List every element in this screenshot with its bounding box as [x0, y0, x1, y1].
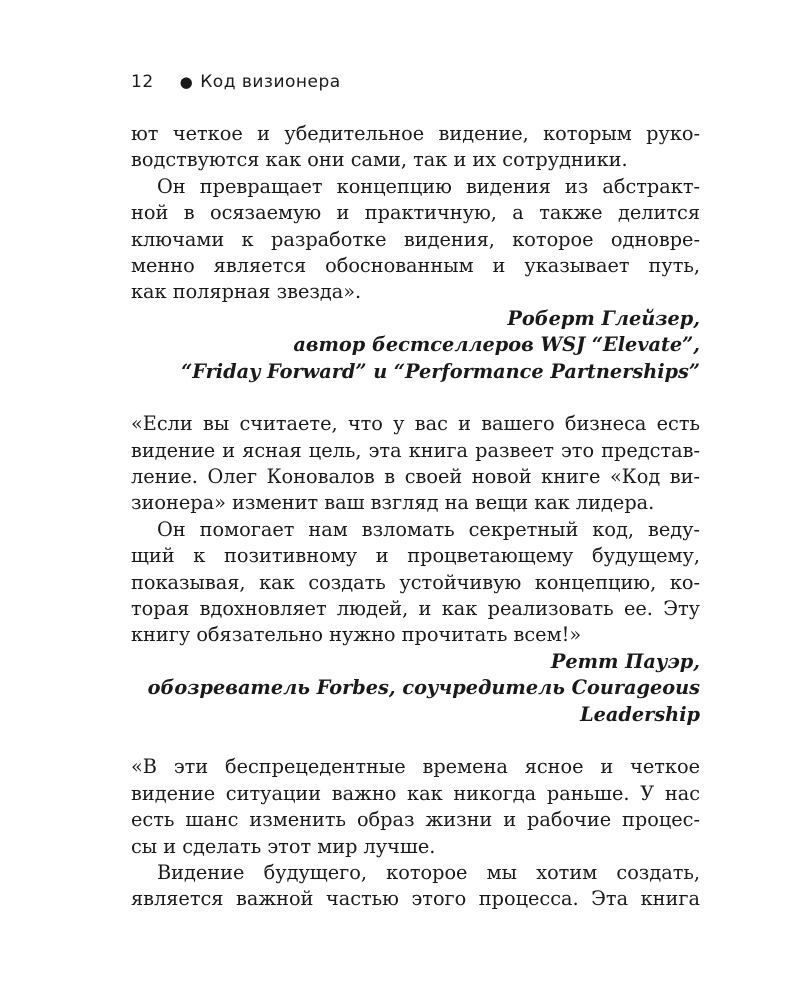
text-line: сы и сделать этот мир лучше. — [131, 834, 436, 858]
attribution-line: обозреватель Forbes, соучредитель Courageous — [147, 676, 700, 700]
text-line: есть шанс изменить образ жизни и рабочие процес- — [131, 808, 700, 832]
text-line: является важной частью этого процесса. Эта книга — [131, 887, 700, 911]
text-line: как полярная звезда». — [131, 280, 362, 304]
bullet-icon: ● — [179, 73, 194, 91]
attribution-line: “Friday Forward” и “Performance Partnerships” — [181, 359, 700, 383]
text-line: Видение будущего, которое мы хотим создать, — [157, 860, 700, 884]
text-line: менно является обоснованным и указывает путь, — [131, 253, 700, 277]
text-line: Он превращает концепцию видения из абстракт- — [157, 174, 700, 198]
attribution-line: Роберт Глейзер, — [507, 306, 700, 330]
spacer — [131, 385, 700, 411]
text-line: щий к позитивному и процветающему будущему, — [131, 544, 700, 568]
text-line: книгу обязательно нужно прочитать всем!» — [131, 623, 582, 647]
attribution-line: Leadership — [580, 702, 700, 726]
text-line: видение ситуации важно как никогда раньше. У нас — [131, 781, 700, 805]
text-line: зионера» изменит ваш взгляд на вещи как лидера. — [131, 491, 655, 515]
text-line: ключами к разработке видения, которое одновре- — [131, 227, 700, 251]
attribution-line: Ретт Пауэр, — [550, 649, 700, 673]
text-line: «В эти беспрецедентные времена ясное и четкое — [131, 755, 700, 779]
running-header — [131, 72, 341, 92]
text-line: торая вдохновляет людей, и как реализовать ее. Эту — [131, 597, 700, 621]
text-line: видение и ясная цель, эта книга развеет это представ- — [131, 438, 700, 462]
text-line: «Если вы считаете, что у вас и вашего бизнеса есть — [131, 412, 700, 436]
text-line: ной в осязаемую и практичную, а также делится — [131, 201, 700, 225]
text-line: ют четкое и убедительное видение, которым руко- — [131, 122, 700, 145]
text-line: показывая, как создать устойчивую концепцию, ко- — [131, 570, 700, 594]
attribution-line: автор бестселлеров WSJ “Elevate”, — [293, 333, 700, 357]
book-title: Код визионера — [200, 72, 341, 92]
text-line: ление. Олег Коновалов в своей новой книге «Код ви- — [131, 465, 700, 489]
page-number: 12 — [131, 72, 154, 92]
text-line: водствуются как они сами, так и их сотрудники. — [131, 148, 628, 172]
page-body — [131, 121, 700, 913]
text-line: Он помогает нам взломать секретный код, веду- — [157, 517, 700, 541]
quote-block-1 — [131, 121, 700, 385]
quote-block-2 — [131, 411, 700, 728]
quote-block-3 — [131, 754, 700, 912]
spacer — [131, 728, 700, 754]
